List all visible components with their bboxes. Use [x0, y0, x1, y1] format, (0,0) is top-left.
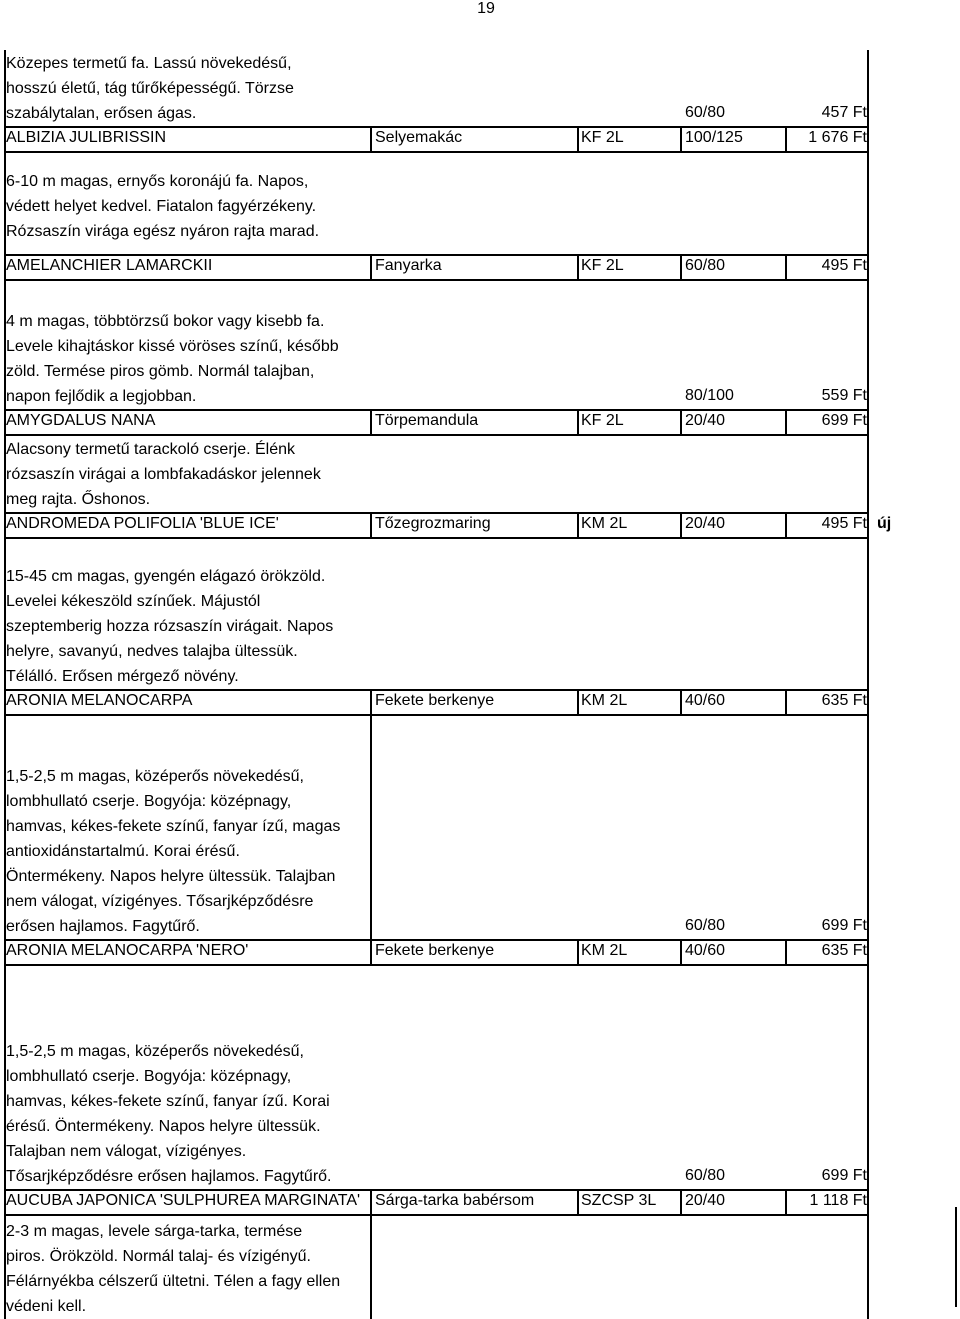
description-row: [4, 1216, 869, 1319]
size-cell: 60/80: [685, 257, 726, 274]
price-cell: 699 Ft: [821, 917, 867, 934]
pot-size: SZCSP 3L: [581, 1192, 657, 1209]
product-row: [4, 411, 869, 436]
product-row: [4, 691, 869, 716]
common-name: Fekete berkenye: [375, 692, 495, 709]
description-row: [4, 436, 869, 514]
size-cell: 60/80: [685, 1167, 726, 1184]
page-number: 19: [477, 0, 495, 17]
latin-name: ANDROMEDA POLIFOLIA 'BLUE ICE': [6, 515, 279, 532]
price-cell: 457 Ft: [821, 104, 867, 121]
common-name: Selyemakác: [375, 129, 463, 146]
description-row: [4, 50, 869, 128]
common-name: Fekete berkenye: [375, 942, 495, 959]
right-edge-line: [955, 1207, 957, 1307]
size-cell: 20/40: [685, 515, 726, 532]
product-row: [4, 941, 869, 966]
price-cell: 495 Ft: [821, 515, 867, 532]
common-name: Sárga-tarka babérsom: [375, 1192, 535, 1209]
plant-description: 6-10 m magas, ernyős koronájú fa. Napos, védett helyet kedvel. Fiatalon fagyérzékeny. Rózsaszín virága egész nyáron rajta marad.: [6, 173, 320, 240]
description-row: [4, 153, 869, 256]
product-row: [4, 1191, 869, 1216]
size-cell: 40/60: [685, 942, 726, 959]
size-cell: 40/60: [685, 692, 726, 709]
pot-size: KF 2L: [581, 129, 624, 146]
latin-name: ALBIZIA JULIBRISSIN: [6, 129, 167, 146]
common-name: Fanyarka: [375, 257, 442, 274]
price-cell: 699 Ft: [821, 1167, 867, 1184]
plant-description: 1,5-2,5 m magas, középerős növekedésű, lombhullató cserje. Bogyója: középnagy, hamvas, kékes-fekete színű, fanyar ízű. Korai érésű. Öntermékeny. Napos helyre ültessük. Talajban nem válogat, vízigényes. Tősarjképződésre erősen hajlamos. Fagytűrő.: [6, 1043, 332, 1185]
price-list-table: [4, 50, 892, 1319]
price-cell: 1 118 Ft: [809, 1192, 867, 1209]
latin-name: AMYGDALUS NANA: [6, 412, 156, 429]
size-cell: 80/100: [685, 387, 734, 404]
description-row: [4, 539, 869, 691]
latin-name: AMELANCHIER LAMARCKII: [6, 257, 213, 274]
new-badge: új: [877, 515, 892, 532]
price-cell: 559 Ft: [821, 387, 867, 404]
size-cell: 20/40: [685, 1192, 726, 1209]
product-row: [4, 128, 869, 153]
size-cell: 60/80: [685, 104, 726, 121]
pot-size: KM 2L: [581, 692, 628, 709]
size-cell: 60/80: [685, 917, 726, 934]
description-row: [4, 716, 869, 941]
pot-size: KF 2L: [581, 412, 624, 429]
pot-size: KF 2L: [581, 257, 624, 274]
product-row: [4, 514, 892, 539]
latin-name: AUCUBA JAPONICA 'SULPHUREA MARGINATA': [6, 1192, 361, 1209]
pot-size: KM 2L: [581, 515, 628, 532]
common-name: Törpemandula: [375, 412, 479, 429]
size-cell: 100/125: [685, 129, 743, 146]
plant-description: 1,5-2,5 m magas, középerős növekedésű, lombhullató cserje. Bogyója: középnagy, hamvas, kékes-fekete színű, fanyar ízű, magas antioxidánstartalmú. Korai érésű. Öntermékeny. Napos helyre ültessük. Talajban nem válogat, vízigényes. Tősarjképződésre erősen hajlamos. Fagytűrő.: [6, 768, 341, 935]
description-row: [4, 281, 869, 411]
plant-description: 2-3 m magas, levele sárga-tarka, termése piros. Örökzöld. Normál talaj- és vízigényű. Félárnyékba célszerű ültetni. Télen a fagy ellen védeni kell.: [6, 1223, 341, 1315]
latin-name: ARONIA MELANOCARPA 'NERO': [6, 942, 249, 959]
price-cell: 635 Ft: [821, 942, 867, 959]
common-name: Tőzegrozmaring: [375, 515, 491, 532]
plant-description: 15-45 cm magas, gyengén elágazó örökzöld. Levelei kékeszöld színűek. Májustól szeptemberig hozza rózsaszín virágait. Napos helyre, savanyú, nedves talajba ültessük. Télálló. Erősen mérgező növény.: [6, 568, 334, 685]
product-row: [4, 256, 869, 281]
size-cell: 20/40: [685, 412, 726, 429]
price-cell: 495 Ft: [821, 257, 867, 274]
price-cell: 699 Ft: [821, 412, 867, 429]
plant-description: Közepes termetű fa. Lassú növekedésű, hosszú életű, tág tűrőképességű. Törzse szabálytalan, erősen ágas.: [6, 55, 294, 122]
plant-description: 4 m magas, többtörzsű bokor vagy kisebb fa. Levele kihajtáskor kissé vöröses színű, később zöld. Termése piros gömb. Normál talajban, napon fejlődik a legjobban.: [6, 313, 339, 405]
description-row: [4, 966, 869, 1191]
latin-name: ARONIA MELANOCARPA: [6, 692, 193, 709]
plant-description: Alacsony termetű tarackoló cserje. Élénk rózsaszín virágai a lombfakadáskor jelennek meg rajta. Őshonos.: [6, 441, 321, 508]
price-cell: 1 676 Ft: [808, 129, 867, 146]
pot-size: KM 2L: [581, 942, 628, 959]
price-cell: 635 Ft: [821, 692, 867, 709]
